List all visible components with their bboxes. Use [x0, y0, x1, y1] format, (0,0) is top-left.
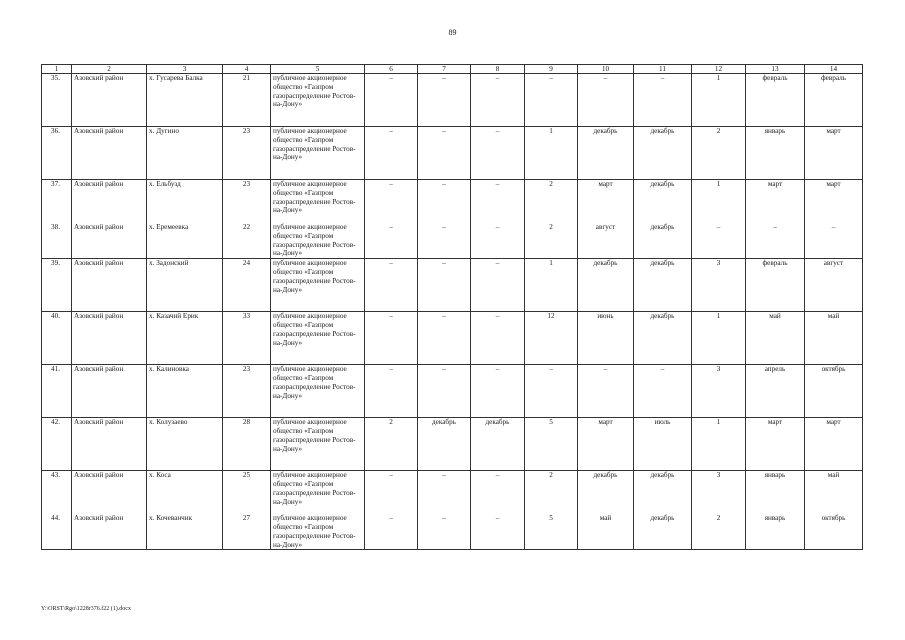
table-cell: декабрь — [578, 127, 634, 180]
table-row — [42, 418, 863, 471]
table-cell: публичное акционерное общество «Газпром газораспределение Ростов-на-Дону» — [271, 312, 365, 365]
table-cell: 3 — [692, 471, 746, 515]
table-cell: публичное акционерное общество «Газпром газораспределение Ростов-на-Дону» — [271, 365, 365, 418]
table-cell: Азовский район — [72, 514, 147, 550]
table-cell: – — [578, 365, 634, 418]
table-cell: Азовский район — [72, 259, 147, 312]
table-cell: 40. — [42, 312, 72, 365]
table-cell: февраль — [805, 74, 863, 127]
table-cell: апрель — [746, 365, 805, 418]
table-cell: Азовский район — [72, 418, 147, 471]
table-cell: Азовский район — [72, 223, 147, 259]
table-cell: 21 — [223, 74, 271, 127]
table-cell: декабрь — [634, 514, 692, 550]
table-cell: – — [418, 127, 471, 180]
table-cell: х. Дугино — [147, 127, 223, 180]
table-cell: Азовский район — [72, 312, 147, 365]
table-cell: 1 — [692, 180, 746, 224]
table-cell: декабрь — [634, 312, 692, 365]
table-cell: – — [471, 259, 525, 312]
table-cell: х. Калиновка — [147, 365, 223, 418]
column-number: 12 — [692, 65, 746, 74]
table-cell: х. Колузаево — [147, 418, 223, 471]
table-cell: 25 — [223, 471, 271, 515]
table-cell: 1 — [692, 418, 746, 471]
table-cell: – — [805, 223, 863, 259]
table-cell: март — [805, 418, 863, 471]
table-cell: публичное акционерное общество «Газпром газораспределение Ростов-на-Дону» — [271, 259, 365, 312]
table-cell: – — [471, 223, 525, 259]
table-cell: 43. — [42, 471, 72, 515]
column-number: 2 — [72, 65, 147, 74]
table-cell: – — [365, 312, 418, 365]
table-cell: Азовский район — [72, 127, 147, 180]
table-row — [42, 223, 863, 259]
table-row — [42, 312, 863, 365]
table-cell: декабрь — [634, 127, 692, 180]
table-cell: Азовский район — [72, 471, 147, 515]
table-cell: х. Коса — [147, 471, 223, 515]
table-cell: декабрь — [634, 471, 692, 515]
table-row — [42, 74, 863, 127]
table-cell: – — [418, 180, 471, 224]
table-cell: публичное акционерное общество «Газпром газораспределение Ростов-на-Дону» — [271, 418, 365, 471]
column-number: 1 — [42, 65, 72, 74]
table-cell: май — [805, 471, 863, 515]
table-cell: х. Казачий Ерик — [147, 312, 223, 365]
table-cell: – — [471, 471, 525, 515]
table-cell: октябрь — [805, 514, 863, 550]
table-cell: – — [525, 365, 578, 418]
table-cell: – — [365, 365, 418, 418]
table-cell: март — [578, 180, 634, 224]
table-cell: публичное акционерное общество «Газпром газораспределение Ростов-на-Дону» — [271, 127, 365, 180]
column-number: 6 — [365, 65, 418, 74]
table-cell: – — [471, 514, 525, 550]
table-cell: 2 — [365, 418, 418, 471]
column-number: 14 — [805, 65, 863, 74]
table-cell: – — [578, 74, 634, 127]
table-cell: декабрь — [471, 418, 525, 471]
table-cell: – — [692, 223, 746, 259]
table-cell: – — [418, 514, 471, 550]
table-cell: – — [365, 127, 418, 180]
table-cell: 2 — [692, 514, 746, 550]
table-row — [42, 180, 863, 224]
table-cell: – — [471, 180, 525, 224]
table-cell: – — [525, 74, 578, 127]
table-cell: – — [418, 223, 471, 259]
table-cell: – — [471, 365, 525, 418]
table-cell: 39. — [42, 259, 72, 312]
table-cell: май — [805, 312, 863, 365]
column-number: 13 — [746, 65, 805, 74]
table-cell: 35. — [42, 74, 72, 127]
column-number: 11 — [634, 65, 692, 74]
file-path-footer: Y:\ORST\Rgo\1228r376.f22 (1).docx — [41, 606, 131, 612]
column-number: 3 — [147, 65, 223, 74]
table-cell: март — [805, 127, 863, 180]
column-number: 8 — [471, 65, 525, 74]
table-cell: 27 — [223, 514, 271, 550]
table-cell: март — [746, 418, 805, 471]
table-cell: февраль — [746, 259, 805, 312]
table-cell: – — [471, 74, 525, 127]
table-cell: – — [746, 223, 805, 259]
table-cell: 2 — [525, 180, 578, 224]
table-cell: 5 — [525, 418, 578, 471]
table-cell: 23 — [223, 180, 271, 224]
table-cell: октябрь — [805, 365, 863, 418]
table-cell: 22 — [223, 223, 271, 259]
table-cell: – — [418, 365, 471, 418]
table-cell: 37. — [42, 180, 72, 224]
column-number: 9 — [525, 65, 578, 74]
page-number: 89 — [448, 28, 457, 37]
table-cell: 2 — [692, 127, 746, 180]
table-cell: – — [418, 312, 471, 365]
table-cell: Азовский район — [72, 74, 147, 127]
table-cell: х. Ельбузд — [147, 180, 223, 224]
table-cell: публичное акционерное общество «Газпром газораспределение Ростов-на-Дону» — [271, 180, 365, 224]
table-cell: Азовский район — [72, 365, 147, 418]
table-row — [42, 471, 863, 515]
table-cell: март — [805, 180, 863, 224]
table-cell: – — [634, 74, 692, 127]
table-cell: х. Гусарева Балка — [147, 74, 223, 127]
table-cell: публичное акционерное общество «Газпром газораспределение Ростов-на-Дону» — [271, 471, 365, 515]
table-cell: х. Кочеванчик — [147, 514, 223, 550]
table-cell: 5 — [525, 514, 578, 550]
table-cell: март — [746, 180, 805, 224]
table-cell: 1 — [525, 127, 578, 180]
table-cell: публичное акционерное общество «Газпром газораспределение Ростов-на-Дону» — [271, 223, 365, 259]
table-cell: 38. — [42, 223, 72, 259]
table-cell: июнь — [578, 312, 634, 365]
table-cell: 44. — [42, 514, 72, 550]
table-cell: х. Задонский — [147, 259, 223, 312]
column-number: 5 — [271, 65, 365, 74]
table-cell: 28 — [223, 418, 271, 471]
table-row — [42, 365, 863, 418]
table-cell: 1 — [525, 259, 578, 312]
table-cell: – — [418, 259, 471, 312]
table-cell: 33 — [223, 312, 271, 365]
column-number: 4 — [223, 65, 271, 74]
table-cell: 12 — [525, 312, 578, 365]
table-cell: декабрь — [578, 471, 634, 515]
table-cell: Азовский район — [72, 180, 147, 224]
table-cell: 3 — [692, 365, 746, 418]
table-cell: 3 — [692, 259, 746, 312]
table-cell: май — [578, 514, 634, 550]
table-cell: январь — [746, 514, 805, 550]
table-cell: публичное акционерное общество «Газпром газораспределение Ростов-на-Дону» — [271, 514, 365, 550]
table-cell: 36. — [42, 127, 72, 180]
table-cell: 2 — [525, 471, 578, 515]
table-row — [42, 127, 863, 180]
table-cell: – — [365, 514, 418, 550]
table-cell: – — [365, 471, 418, 515]
table-cell: декабрь — [418, 418, 471, 471]
table-cell: х. Еремеевка — [147, 223, 223, 259]
column-number-row — [42, 65, 863, 74]
table-cell: август — [805, 259, 863, 312]
table-cell: 23 — [223, 365, 271, 418]
table-cell: 24 — [223, 259, 271, 312]
column-number: 7 — [418, 65, 471, 74]
table-cell: 1 — [692, 312, 746, 365]
table-row — [42, 514, 863, 550]
table-cell: март — [578, 418, 634, 471]
table-cell: – — [418, 74, 471, 127]
table-cell: – — [634, 365, 692, 418]
table-cell: – — [471, 312, 525, 365]
table-cell: декабрь — [634, 223, 692, 259]
table-cell: 42. — [42, 418, 72, 471]
table-cell: – — [365, 74, 418, 127]
table-cell: – — [365, 180, 418, 224]
table-cell: январь — [746, 127, 805, 180]
table-cell: август — [578, 223, 634, 259]
table-cell: 1 — [692, 74, 746, 127]
table-cell: 23 — [223, 127, 271, 180]
table-cell: – — [418, 471, 471, 515]
gasification-table — [41, 64, 863, 550]
table-cell: декабрь — [634, 180, 692, 224]
table-row — [42, 259, 863, 312]
table-cell: – — [471, 127, 525, 180]
table-cell: 41. — [42, 365, 72, 418]
table-cell: – — [365, 259, 418, 312]
table-cell: декабрь — [578, 259, 634, 312]
table-cell: – — [365, 223, 418, 259]
table-cell: декабрь — [634, 259, 692, 312]
table-cell: 2 — [525, 223, 578, 259]
table-cell: публичное акционерное общество «Газпром газораспределение Ростов-на-Дону» — [271, 74, 365, 127]
table-cell: февраль — [746, 74, 805, 127]
column-number: 10 — [578, 65, 634, 74]
table-cell: май — [746, 312, 805, 365]
table-cell: январь — [746, 471, 805, 515]
table-cell: июль — [634, 418, 692, 471]
